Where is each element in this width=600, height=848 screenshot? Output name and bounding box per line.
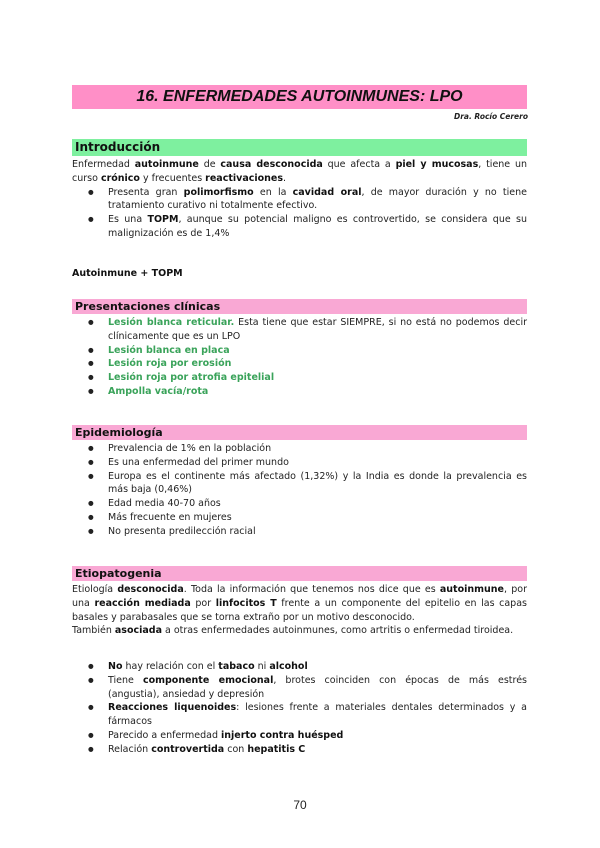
highlighted-text: Lesión blanca en placa	[108, 344, 230, 356]
list-item	[72, 674, 527, 702]
list-item	[72, 357, 527, 371]
page-title: 16. ENFERMEDADES AUTOINMUNES: LPO	[136, 88, 463, 105]
text-run: Esta tiene que estar SIEMPRE, si no está no podemos decir clínicamente que es un LPO	[108, 317, 527, 342]
text-run: en la	[253, 186, 293, 198]
text-run: , de mayor duración y no tiene tratamiento curativo ni totalmente efectivo.	[108, 186, 527, 212]
list-item	[72, 316, 527, 344]
text-run: Enfermedad	[72, 159, 135, 170]
text-run: , por una	[72, 584, 527, 609]
text-run: frente a un componente del epitelio en las capas basales y parabasales que se torna extraño por un motivo desconocido.	[72, 597, 527, 623]
text-run: de	[198, 159, 221, 170]
text-run: .	[283, 172, 287, 184]
page-number: 70	[293, 798, 307, 812]
bold-text: piel y mucosas	[395, 159, 479, 170]
text-run: hay relación con el	[122, 661, 219, 672]
text-run: Tiene	[108, 674, 143, 686]
text-run: , tiene un curso	[72, 159, 528, 184]
etiopatogenia-paragraph-2	[72, 624, 527, 638]
title-banner	[72, 85, 527, 109]
text-run: Es una enfermedad del primer mundo	[108, 456, 289, 468]
author-name: Dra. Rocío Cerero	[453, 112, 528, 121]
list-item	[72, 660, 527, 674]
text-run: ni	[254, 661, 270, 672]
bold-text: reactivaciones	[205, 172, 284, 184]
text-run: , brotes coinciden con épocas de más estrés (angustia), ansiedad y depresión	[108, 674, 527, 700]
text-run: También	[72, 625, 115, 637]
list-item	[72, 497, 527, 511]
text-run: Más frecuente en mujeres	[108, 511, 232, 523]
text-run: : lesiones frente a materiales dentales determinados y a fármacos	[108, 702, 527, 728]
intro-note: Autoinmune + TOPM	[72, 268, 183, 279]
bold-text: asociada	[114, 625, 162, 637]
intro-list	[72, 186, 527, 241]
etiopatogenia-heading: Etiopatogenia	[72, 566, 527, 581]
list-item	[72, 385, 527, 399]
list-item	[72, 213, 527, 241]
text-run: con	[224, 743, 248, 755]
list-item	[72, 344, 527, 358]
bold-text: tabaco	[218, 661, 255, 672]
intro-paragraph	[72, 158, 527, 186]
bold-text: autoinmune	[134, 159, 199, 170]
bold-text: autoinmune	[439, 584, 505, 595]
text-run: Edad media 40-70 años	[108, 498, 221, 510]
list-item	[72, 371, 527, 385]
list-item	[72, 442, 527, 456]
highlighted-text: Ampolla vacía/rota	[108, 385, 209, 397]
text-run: Parecido a enfermedad	[108, 729, 222, 741]
text-run: Relación	[108, 743, 152, 755]
text-run: a otras enfermedades autoinmunes, como artritis o enfermedad tiroidea.	[161, 625, 514, 637]
bold-text: injerto contra huésped	[221, 729, 344, 741]
text-run: Es una	[108, 214, 148, 226]
list-item	[72, 743, 527, 757]
list-item	[72, 186, 527, 214]
text-run: Presenta gran	[108, 186, 184, 198]
text-run: No presenta predilección racial	[108, 525, 256, 537]
bold-text: reacción mediada	[94, 597, 191, 609]
intro-heading: Introducción	[72, 139, 527, 156]
bold-text: hepatitis C	[247, 743, 306, 755]
text-run: que afecta a	[322, 159, 396, 170]
text-run: Prevalencia de 1% en la población	[108, 443, 272, 454]
bold-text: Reacciones liquenoides	[108, 702, 237, 714]
bold-text: alcohol	[269, 661, 308, 672]
bold-text: polimorfismo	[183, 186, 254, 198]
epidemiologia-list	[72, 442, 527, 538]
text-run: . Toda la información que tenemos nos dice que es	[183, 584, 440, 595]
list-item	[72, 525, 527, 539]
text-run: , aunque su potencial maligno es controvertido, se considera que su malignización es de 1,4%	[108, 214, 528, 239]
bold-text: desconocida	[117, 584, 184, 595]
highlighted-text: Lesión roja por atrofia epitelial	[108, 372, 275, 384]
bold-text: linfocitos T	[215, 597, 277, 609]
bold-text: No	[108, 661, 123, 672]
bold-text: cavidad oral	[292, 186, 362, 198]
epidemiologia-heading: Epidemiología	[72, 425, 527, 440]
presentaciones-heading: Presentaciones clínicas	[72, 299, 527, 314]
list-item	[72, 729, 527, 743]
etiopatogenia-list	[72, 660, 527, 756]
text-run: por	[190, 597, 216, 609]
list-item	[72, 701, 527, 729]
highlighted-text: Lesión roja por erosión	[108, 358, 232, 370]
bold-text: controvertida	[151, 743, 225, 755]
presentaciones-section	[72, 316, 527, 399]
etiopatogenia-section	[72, 583, 527, 638]
bold-text: componente emocional	[142, 674, 274, 686]
epidemiologia-section	[72, 442, 527, 538]
presentaciones-list	[72, 316, 527, 399]
bold-text: causa desconocida	[220, 159, 323, 170]
list-item	[72, 511, 527, 525]
highlighted-text: Lesión blanca reticular.	[108, 317, 235, 328]
list-item	[72, 456, 527, 470]
intro-section	[72, 158, 527, 241]
bold-text: TOPM	[147, 214, 179, 226]
etiopatogenia-bullets	[72, 660, 527, 756]
bold-text: crónico	[100, 172, 140, 184]
text-run: y frecuentes	[139, 172, 206, 184]
list-item	[72, 470, 527, 498]
text-run: Etiología	[72, 584, 118, 595]
text-run: Europa es el continente más afectado (1,32%) y la India es donde la prevalencia es más baja (0,46%)	[108, 470, 527, 496]
etiopatogenia-paragraph-1	[72, 583, 527, 624]
